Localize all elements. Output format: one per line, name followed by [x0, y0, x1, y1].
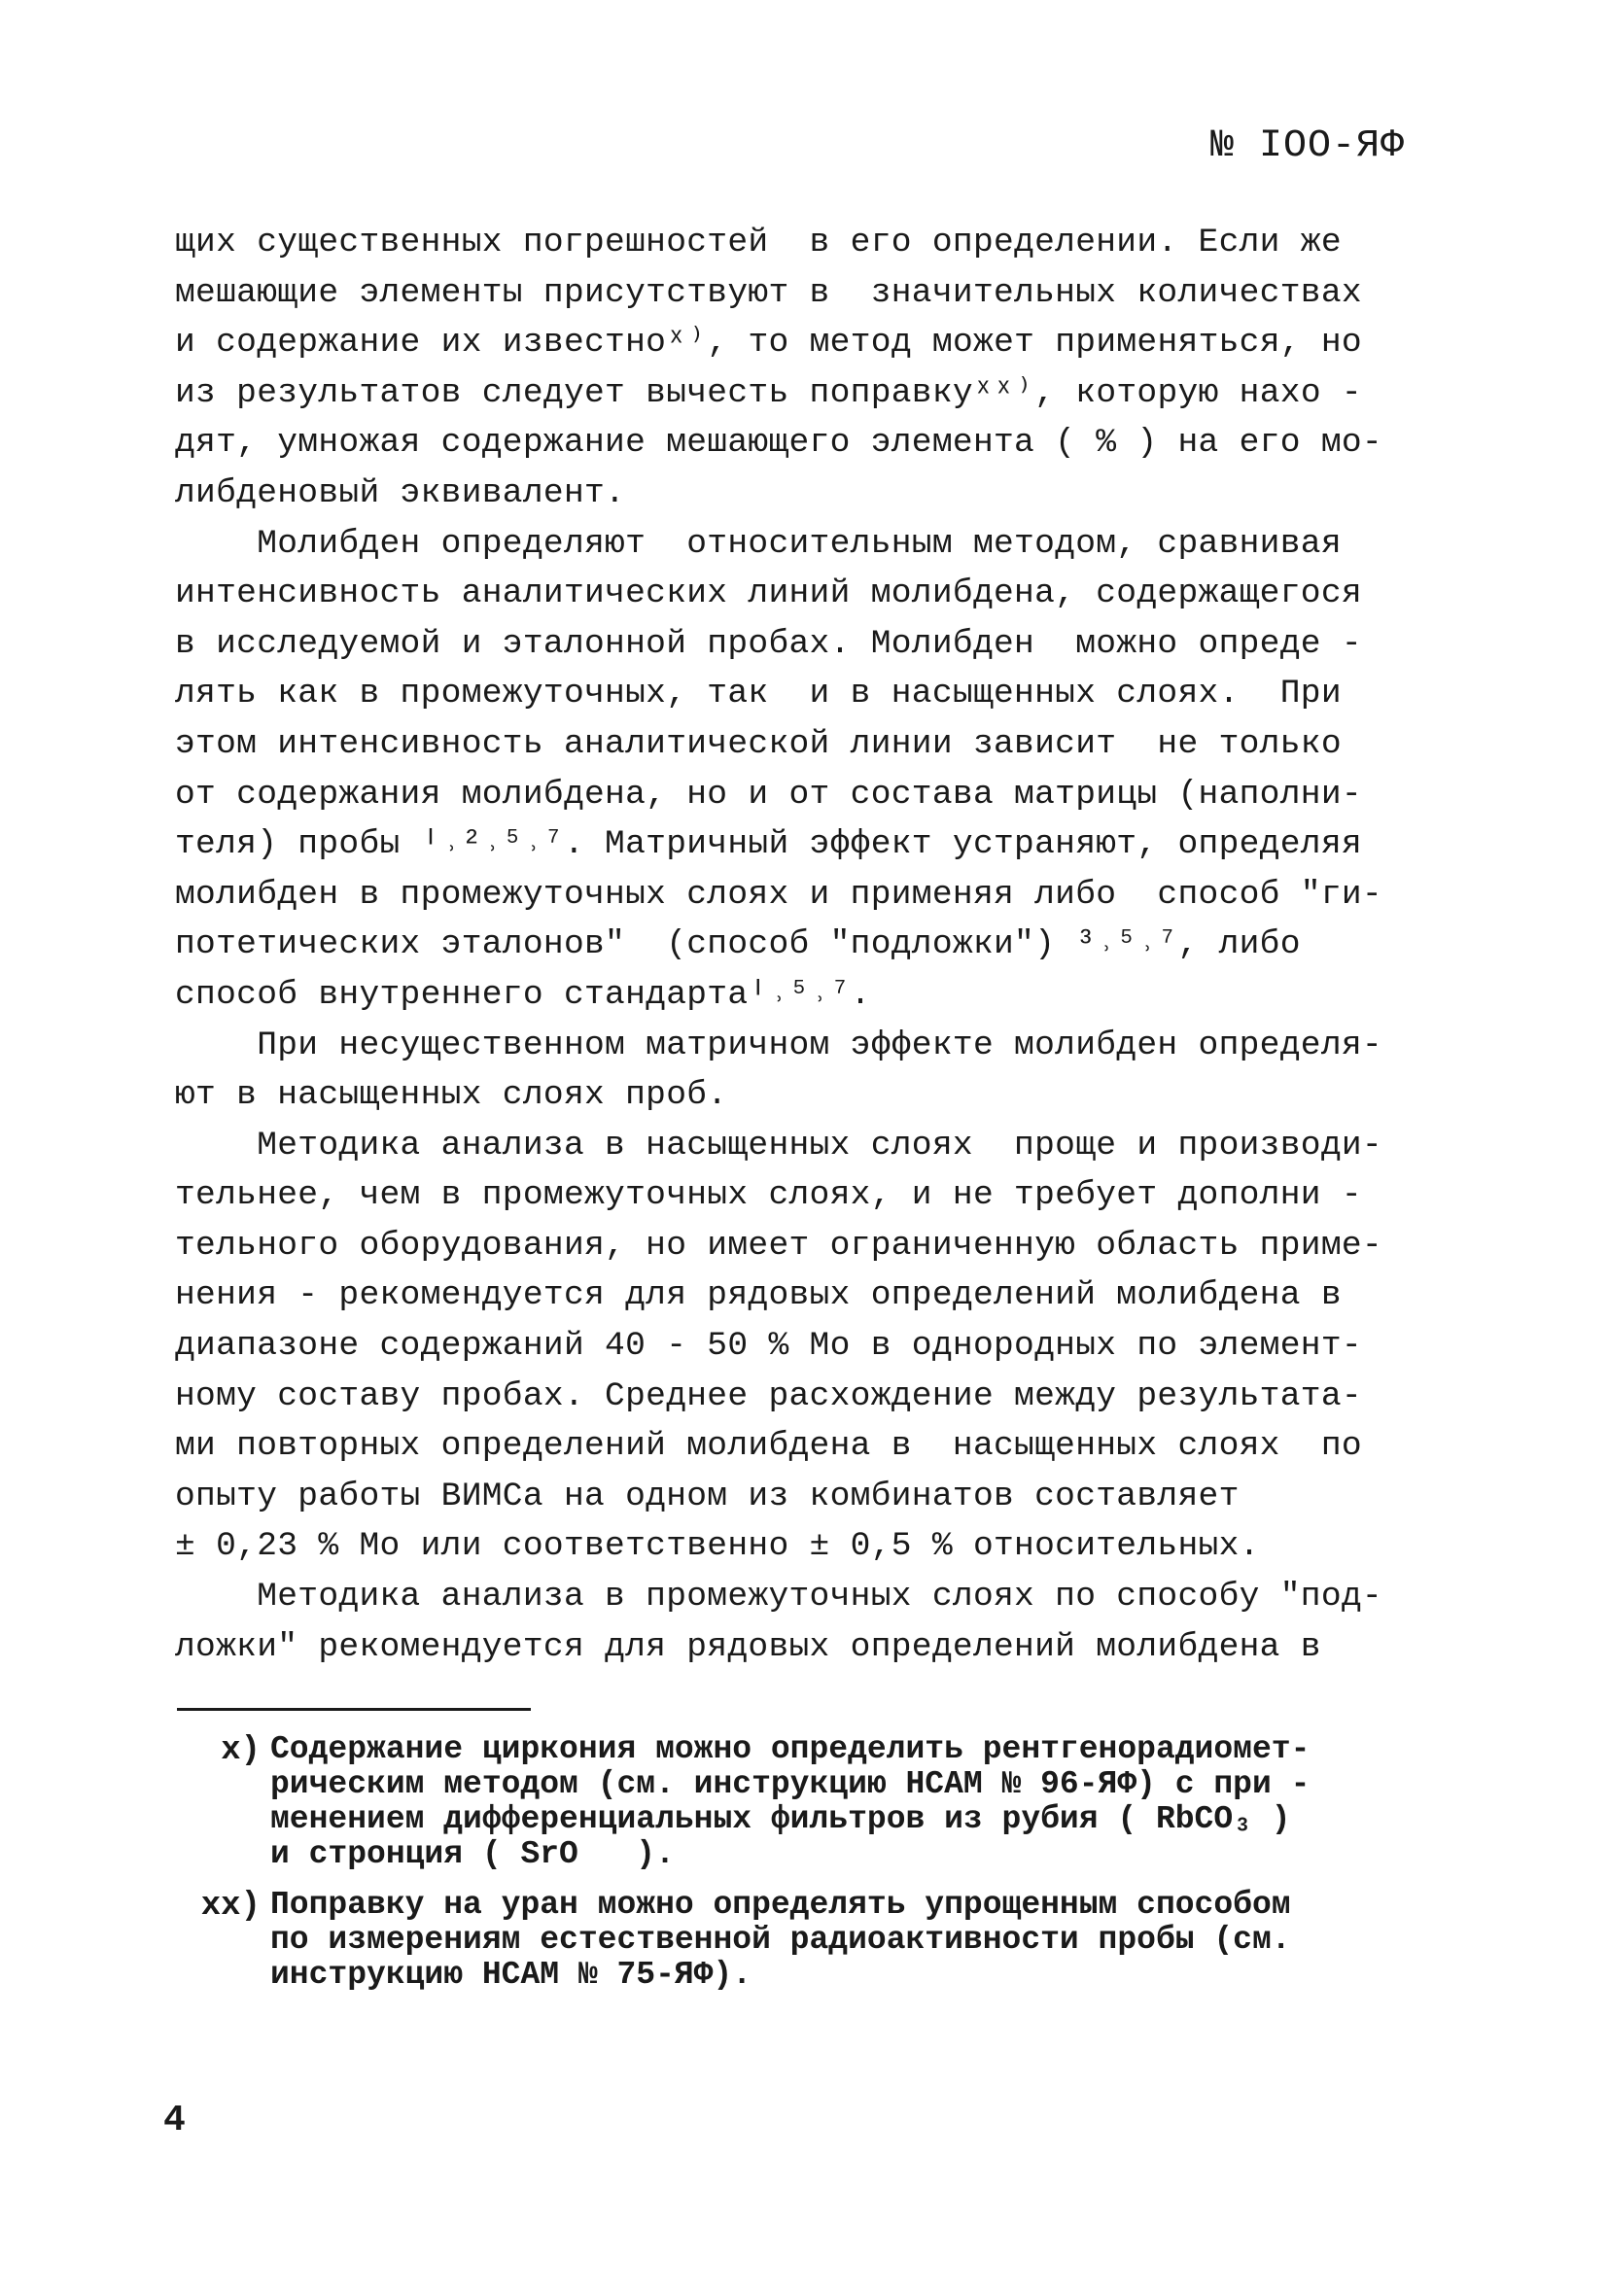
text-line: тельного оборудования, но имеет ограниченную область приме-	[175, 1226, 1382, 1265]
footnote-text	[270, 1888, 1458, 1993]
text-line: ному составу пробах. Среднее расхождение между результата-	[175, 1376, 1362, 1415]
text-line: дят, умножая содержание мешающего элемента ( % ) на его мо-	[175, 424, 1382, 463]
footnote-marker: х)	[221, 1732, 261, 1769]
text-line: опыту работы ВИМСа на одном из комбинатов составляет	[175, 1477, 1240, 1515]
text-line: теля) пробы ᴵ˒²˒⁵˒⁷. Матричный эффект устраняют, определяя	[175, 825, 1362, 864]
footnote-marker: хх)	[200, 1888, 261, 1925]
body-text	[175, 218, 1439, 1672]
text-line: ми повторных определений молибдена в насыщенных слоях по	[175, 1427, 1362, 1466]
footnote-xx	[175, 1888, 1458, 1993]
text-line: При несущественном матричном эффекте молибден определя-	[175, 1026, 1382, 1064]
text-line: нения - рекомендуется для рядовых определений молибдена в	[175, 1276, 1342, 1315]
text-line: ложки" рекомендуется для рядовых определений молибдена в	[175, 1627, 1321, 1666]
text-line: лять как в промежуточных, так и в насыщенных слоях. При	[175, 675, 1342, 713]
text-line: от содержания молибдена, но и от состава матрицы (наполни-	[175, 775, 1362, 814]
footnote-line: менением дифференциальных фильтров из рубия ( RbCO₃ )	[270, 1801, 1291, 1837]
footnote-line: инструкцию НСАМ № 75-ЯФ).	[270, 1957, 752, 1993]
footnote-divider	[177, 1708, 531, 1711]
page-number: 4	[163, 2100, 186, 2141]
footnotes	[175, 1732, 1458, 2008]
text-line: молибден в промежуточных слоях и применяя либо способ "ги-	[175, 875, 1382, 914]
footnote-line: по измерениям естественной радиоактивности пробы (см.	[270, 1922, 1291, 1958]
footnote-line: рическим методом (см. инструкцию НСАМ № 96-ЯФ) с при -	[270, 1766, 1311, 1802]
text-line: диапазоне содержаний 40 - 50 % Мо в однородных по элемент-	[175, 1327, 1362, 1366]
text-line: тельнее, чем в промежуточных слоях, и не требует дополни -	[175, 1176, 1362, 1215]
text-line: щих существенных погрешностей в его определении. Если же	[175, 224, 1342, 261]
document-number: № IOO-ЯФ	[1210, 124, 1406, 168]
text-line: ± 0,23 % Мо или соответственно ± 0,5 % относительных.	[175, 1527, 1260, 1566]
text-line: и содержание их известноˣ⁾, то метод может применяться, но	[175, 324, 1362, 363]
text-line: либденовый эквивалент.	[175, 473, 626, 512]
text-line: Молибден определяют относительным методом, сравнивая	[175, 524, 1342, 563]
text-line: ют в насыщенных слоях проб.	[175, 1076, 728, 1115]
footnote-line: и стронция ( SrO ).	[270, 1836, 675, 1872]
text-line: Методика анализа в промежуточных слоях по способу "под-	[175, 1578, 1382, 1617]
text-line: способ внутреннего стандартаᴵ˒⁵˒⁷.	[175, 975, 871, 1014]
footnote-line: Содержание циркония можно определить рентгенорадиомет-	[270, 1731, 1311, 1767]
text-line: Методика анализа в насыщенных слоях проще и производи-	[175, 1126, 1382, 1165]
text-line: потетических эталонов" (способ "подложки") ³˒⁵˒⁷, либо	[175, 925, 1301, 964]
footnote-x	[175, 1732, 1458, 1872]
text-line: в исследуемой и эталонной пробах. Молибден можно опреде -	[175, 624, 1362, 663]
text-line: из результатов следует вычесть поправкуˣˣ⁾, которую нахо -	[175, 373, 1362, 412]
text-line: интенсивность аналитических линий молибдена, содержащегося	[175, 574, 1362, 613]
footnote-line: Поправку на уран можно определять упрощенным способом	[270, 1887, 1291, 1923]
text-line: этом интенсивность аналитической линии зависит не только	[175, 724, 1342, 763]
footnote-text	[270, 1732, 1458, 1872]
text-line: мешающие элементы присутствуют в значительных количествах	[175, 273, 1362, 312]
